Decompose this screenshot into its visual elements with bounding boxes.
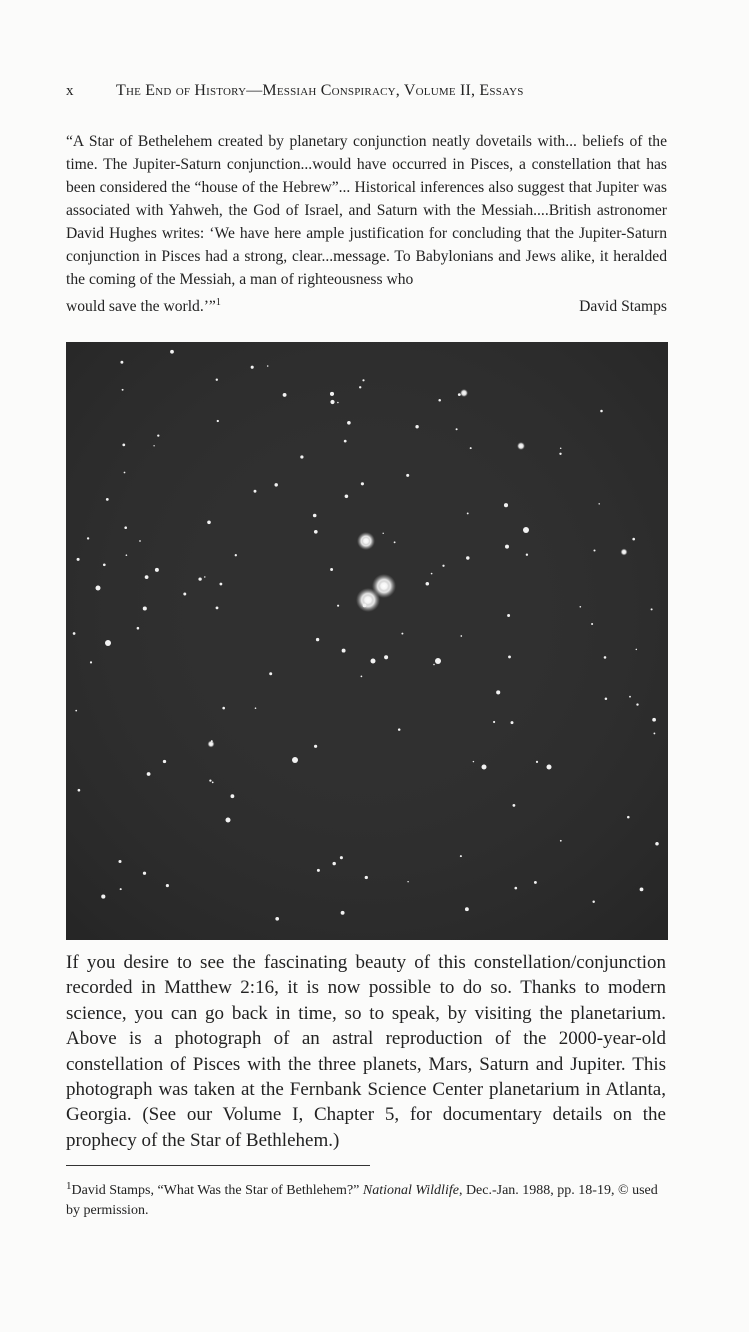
field-star (212, 782, 214, 784)
bright-star (371, 659, 376, 664)
field-star (90, 661, 92, 663)
page-number: x (66, 83, 74, 99)
bright-star (292, 757, 298, 763)
field-star (382, 533, 383, 534)
field-star (438, 399, 441, 402)
field-star (207, 520, 211, 524)
field-star (122, 444, 125, 447)
field-star (651, 608, 653, 610)
field-star (137, 627, 140, 630)
field-star (591, 623, 593, 625)
field-star (316, 638, 319, 641)
field-star (560, 447, 562, 449)
field-star (330, 392, 334, 396)
field-star (143, 606, 147, 610)
field-star (145, 575, 149, 579)
field-star (254, 490, 257, 493)
field-star (143, 872, 146, 875)
field-star (513, 804, 516, 807)
quote-last-line (66, 291, 221, 318)
field-star (496, 690, 500, 694)
field-star (363, 604, 367, 608)
field-star (632, 538, 635, 541)
field-star (365, 876, 368, 879)
running-title: The End of History—Messiah Conspiracy, Volume II, Essays (116, 82, 524, 99)
bright-star (105, 640, 111, 646)
field-star (458, 393, 461, 396)
field-star (534, 881, 537, 884)
field-star (330, 568, 333, 571)
footnote-text-end: , Dec.-Jan. 1988, pp. 18-19, © used by permission. (66, 1183, 658, 1218)
field-star (314, 745, 317, 748)
field-star (627, 816, 630, 819)
field-star (267, 365, 269, 367)
field-star (431, 573, 433, 575)
field-star (163, 760, 166, 763)
field-star (332, 862, 335, 865)
field-star (593, 549, 595, 551)
field-star (209, 779, 211, 781)
field-star (442, 565, 444, 567)
field-star (255, 707, 257, 709)
field-star (359, 386, 361, 388)
field-star (398, 728, 401, 731)
field-star (283, 393, 287, 397)
field-star (559, 453, 561, 455)
field-star (120, 888, 122, 890)
quote-closing-text: would save the world.’” (66, 298, 216, 315)
field-star (217, 420, 219, 422)
star-field (66, 342, 668, 940)
bright-star (460, 389, 468, 397)
field-star (384, 655, 388, 659)
field-star (341, 911, 345, 915)
field-star (170, 350, 174, 354)
planetarium-photograph (66, 342, 668, 940)
field-star (120, 361, 123, 364)
field-star (211, 740, 213, 742)
footnote-divider (66, 1165, 370, 1166)
field-star (406, 474, 409, 477)
field-star (433, 664, 435, 666)
field-star (466, 556, 469, 559)
field-star (73, 632, 76, 635)
body-paragraph-block (66, 950, 666, 1153)
field-star (153, 445, 154, 446)
field-star (340, 856, 343, 859)
field-star (269, 672, 272, 675)
field-star (330, 400, 334, 404)
field-star (317, 869, 320, 872)
field-star (345, 495, 349, 499)
field-star (653, 732, 655, 734)
field-star (216, 606, 219, 609)
field-star (347, 421, 351, 425)
field-star (216, 379, 218, 381)
field-star (470, 447, 472, 449)
field-star (147, 772, 151, 776)
field-star (415, 425, 418, 428)
field-star (394, 541, 396, 543)
field-star (640, 888, 644, 892)
field-star (362, 379, 364, 381)
footnote (66, 1176, 666, 1221)
field-star (579, 606, 581, 608)
field-star (507, 614, 510, 617)
field-star (344, 440, 347, 443)
field-star (166, 884, 169, 887)
field-star (103, 563, 106, 566)
field-star (183, 593, 186, 596)
footnote-publication: National Wildlife (362, 1183, 459, 1198)
planet (378, 580, 390, 592)
field-star (511, 721, 514, 724)
bright-star (517, 442, 525, 450)
field-star (473, 761, 474, 762)
field-star (235, 554, 237, 556)
field-star (118, 860, 121, 863)
field-star (124, 472, 126, 474)
field-star (460, 855, 462, 857)
field-star (655, 842, 659, 846)
field-star (78, 789, 81, 792)
field-star (460, 635, 462, 637)
footnote-marker: 1 (66, 1180, 72, 1192)
field-star (636, 649, 638, 651)
field-star (231, 794, 235, 798)
field-star (222, 707, 225, 710)
field-star (592, 900, 594, 902)
planet (362, 537, 371, 546)
bright-star (96, 586, 101, 591)
field-star (157, 434, 159, 436)
field-star (536, 761, 538, 763)
field-star (75, 710, 77, 712)
field-star (526, 554, 528, 556)
field-star (204, 576, 205, 577)
field-star (456, 428, 458, 430)
field-star (605, 697, 608, 700)
field-star (504, 503, 508, 507)
field-star (407, 881, 408, 882)
field-star (598, 503, 599, 504)
field-star (139, 540, 141, 542)
field-star (198, 577, 201, 580)
field-star (342, 649, 346, 653)
bright-star (226, 818, 231, 823)
quote-text: “A Star of Bethelehem created by planetary conjunction neatly dovetails with... beliefs of the time. The Jupiter-Saturn conjunction...would have occurred in Pisces, a constellation that has been considered the “house of the Hebrew”... Historical inferences also suggest that Jupiter was associated with Yahweh, the God of Israel, and Saturn with the Messiah....British astronomer David Hughes writes: ‘We have here ample justification for concluding that the Jupiter-Saturn conjunction in Pisces had a strong, clear...message. To Babylonians and Jews alike, it heralded the coming of the Messiah, a man of righteousness who (66, 133, 667, 288)
field-star (274, 483, 277, 486)
footnote-reference[interactable]: 1 (215, 297, 221, 308)
field-star (101, 895, 105, 899)
field-star (219, 583, 222, 586)
bright-star (547, 765, 552, 770)
field-star (155, 568, 159, 572)
bright-star (482, 765, 487, 770)
field-star (401, 633, 403, 635)
field-star (126, 554, 128, 556)
field-star (122, 389, 124, 391)
field-star (426, 582, 430, 586)
running-header (66, 82, 626, 100)
field-star (87, 537, 89, 539)
field-star (493, 721, 495, 723)
field-star (124, 526, 127, 529)
field-star (361, 482, 364, 485)
field-star (314, 530, 318, 534)
field-star (77, 558, 80, 561)
field-star (560, 840, 562, 842)
field-star (467, 512, 469, 514)
field-star (604, 656, 607, 659)
epigraph-quote (66, 130, 667, 318)
field-star (636, 703, 638, 705)
field-star (337, 605, 339, 607)
field-star (652, 718, 656, 722)
field-star (361, 676, 363, 678)
field-star (629, 696, 631, 698)
body-paragraph: If you desire to see the fascinating beauty of this constellation/conjunction recorded in Matthew 2:16, it is now possible to do so. Thanks to modern science, you can go back in time, so to speak, by visiting the planetarium. Above is a photograph of an astral reproduction of the 2000-year-old constellation of Pisces with the three planets, Mars, Saturn and Jupiter. This photograph was taken at the Fernbank Science Center planetarium in Atlanta, Georgia. (See our Volume I, Chapter 5, for documentary details on the prophecy of the Star of Bethlehem.) (66, 952, 666, 1151)
field-star (505, 545, 509, 549)
field-star (313, 514, 317, 518)
field-star (300, 455, 303, 458)
field-star (465, 907, 469, 911)
quote-attribution: David Stamps (579, 298, 667, 315)
footnote-text-start: David Stamps, “What Was the Star of Bethlehem?” (71, 1183, 363, 1198)
bright-star (435, 658, 441, 664)
field-star (337, 402, 339, 404)
field-star (106, 498, 109, 501)
field-star (275, 917, 279, 921)
bright-star (621, 549, 628, 556)
field-star (251, 366, 254, 369)
field-star (508, 655, 511, 658)
quote-final-line (66, 291, 667, 318)
field-star (514, 887, 517, 890)
bright-star (523, 527, 529, 533)
field-star (600, 410, 603, 413)
